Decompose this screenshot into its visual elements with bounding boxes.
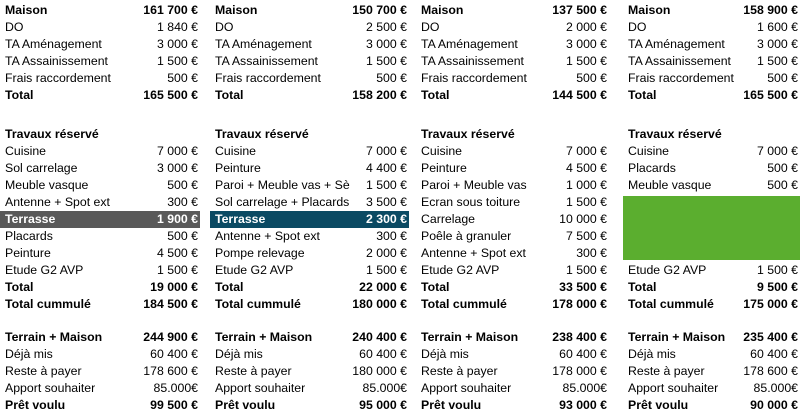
row-value: 137 500 € <box>552 3 607 17</box>
travaux-row[interactable] <box>416 194 609 211</box>
row-label: Placards <box>628 161 676 175</box>
travaux-row[interactable] <box>210 296 409 313</box>
row-label: Paroi + Meuble vas + Sè <box>215 178 350 192</box>
travaux-row[interactable] <box>0 160 200 177</box>
row-label: Reste à payer <box>215 364 292 378</box>
maison-row[interactable] <box>0 19 200 36</box>
row-label: DO <box>421 20 440 34</box>
financement-row[interactable] <box>210 363 409 380</box>
financement-row[interactable] <box>416 363 609 380</box>
row-label: Terrasse <box>215 212 266 226</box>
row-label: TA Aménagement <box>215 37 312 51</box>
travaux-row[interactable] <box>416 228 609 245</box>
travaux-row[interactable] <box>416 211 609 228</box>
travaux-row[interactable] <box>210 194 409 211</box>
row-value: 3 000 € <box>756 37 798 51</box>
row-label: Frais raccordement <box>215 71 321 85</box>
travaux-row[interactable] <box>0 143 200 160</box>
row-label: Frais raccordement <box>5 71 111 85</box>
row-label: Total <box>421 280 450 294</box>
row-label: Apport souhaiter <box>628 381 719 395</box>
row-label: TA Aménagement <box>628 37 725 51</box>
row-value: 235 400 € <box>743 330 798 344</box>
row-value: 1 840 € <box>156 20 198 34</box>
row-value: 500 € <box>576 71 607 85</box>
row-label: TA Aménagement <box>5 37 102 51</box>
row-label: Cuisine <box>421 144 463 158</box>
maison-row[interactable] <box>623 53 800 70</box>
row-label: Placards <box>5 229 53 243</box>
row-value: 180 000 € <box>352 297 407 311</box>
row-value: 161 700 € <box>143 3 198 17</box>
row-value: 4 500 € <box>156 246 198 260</box>
maison-row[interactable] <box>210 36 409 53</box>
row-label: DO <box>215 20 234 34</box>
financement-row[interactable] <box>623 329 800 346</box>
row-value: 99 500 € <box>150 398 198 412</box>
row-label: Reste à payer <box>421 364 498 378</box>
row-label: Peinture <box>215 161 261 175</box>
travaux-row[interactable] <box>623 279 800 296</box>
maison-row[interactable] <box>623 36 800 53</box>
row-value: 95 000 € <box>359 398 407 412</box>
travaux-row[interactable] <box>0 279 200 296</box>
financement-row[interactable] <box>623 380 800 397</box>
row-value: 4 400 € <box>365 161 407 175</box>
row-label: Déjà mis <box>5 347 53 361</box>
maison-row[interactable] <box>210 87 409 104</box>
row-label: Prêt voulu <box>215 398 276 412</box>
row-value: 85.000€ <box>153 381 198 395</box>
row-value: 500 € <box>376 71 407 85</box>
row-value: 500 € <box>167 71 198 85</box>
row-label: Meuble vasque <box>5 178 89 192</box>
row-value: 158 200 € <box>352 88 407 102</box>
row-label: Maison <box>421 3 464 17</box>
row-value: 1 600 € <box>756 20 798 34</box>
row-label: Travaux réservé <box>215 127 309 141</box>
travaux-row[interactable] <box>0 194 200 211</box>
row-value: 1 900 € <box>156 212 198 226</box>
row-value: 19 000 € <box>150 280 198 294</box>
row-value: 1 500 € <box>565 54 607 68</box>
row-value: 175 000 € <box>743 297 798 311</box>
row-label: Déjà mis <box>421 347 469 361</box>
row-label: Prêt voulu <box>421 398 482 412</box>
row-label: Peinture <box>421 161 467 175</box>
row-label: Terrain + Maison <box>5 330 103 344</box>
row-label: Meuble vasque <box>628 178 712 192</box>
financement-row[interactable] <box>416 397 609 414</box>
row-label: DO <box>628 20 647 34</box>
financement-row[interactable] <box>0 363 200 380</box>
travaux-row[interactable] <box>210 228 409 245</box>
maison-row[interactable] <box>0 2 200 19</box>
travaux-row[interactable] <box>0 177 200 194</box>
travaux-row[interactable] <box>0 126 200 143</box>
row-value: 10 000 € <box>559 212 607 226</box>
budget-column-3 <box>416 0 609 415</box>
row-label: Maison <box>5 3 48 17</box>
financement-row[interactable] <box>623 363 800 380</box>
financement-row[interactable] <box>623 397 800 414</box>
row-label: Déjà mis <box>215 347 263 361</box>
financement-row[interactable] <box>416 380 609 397</box>
budget-column-2 <box>210 0 409 415</box>
travaux-row[interactable] <box>210 126 409 143</box>
maison-row[interactable] <box>210 2 409 19</box>
financement-row[interactable] <box>416 346 609 363</box>
row-label: Peinture <box>5 246 51 260</box>
row-label: Total <box>5 280 34 294</box>
row-value: 1 500 € <box>756 54 798 68</box>
row-value: 500 € <box>167 229 198 243</box>
row-value: 300 € <box>576 246 607 260</box>
maison-row[interactable] <box>623 70 800 87</box>
row-value: 165 500 € <box>143 88 198 102</box>
travaux-row[interactable] <box>416 262 609 279</box>
row-label: Carrelage <box>421 212 475 226</box>
maison-row[interactable] <box>0 70 200 87</box>
maison-row[interactable] <box>0 53 200 70</box>
row-label: Etude G2 AVP <box>215 263 294 277</box>
row-label: Prêt voulu <box>5 398 66 412</box>
maison-row[interactable] <box>416 19 609 36</box>
row-value: 7 000 € <box>365 144 407 158</box>
row-value: 60 400 € <box>150 347 198 361</box>
travaux-row[interactable] <box>210 211 409 228</box>
row-label: Total <box>5 88 34 102</box>
row-label: Etude G2 AVP <box>5 263 84 277</box>
row-value: 178 000 € <box>552 364 607 378</box>
maison-row[interactable] <box>623 19 800 36</box>
row-value: 300 € <box>376 229 407 243</box>
row-label: TA Assainissement <box>421 54 524 68</box>
row-label: Travaux réservé <box>421 127 515 141</box>
row-label: Cuisine <box>628 144 670 158</box>
row-value: 3 000 € <box>156 37 198 51</box>
maison-row[interactable] <box>416 36 609 53</box>
travaux-row[interactable] <box>416 126 609 143</box>
row-value: 180 000 € <box>352 364 407 378</box>
row-value: 85.000€ <box>362 381 407 395</box>
row-value: 2 000 € <box>365 246 407 260</box>
travaux-row[interactable] <box>416 245 609 262</box>
row-label: TA Assainissement <box>5 54 108 68</box>
row-label: Cuisine <box>5 144 47 158</box>
row-label: Maison <box>628 3 671 17</box>
travaux-row[interactable] <box>210 279 409 296</box>
row-value: 1 500 € <box>756 263 798 277</box>
row-value: 178 600 € <box>743 364 798 378</box>
row-label: Frais raccordement <box>421 71 527 85</box>
financement-row[interactable] <box>210 380 409 397</box>
row-label: Terrasse <box>5 212 56 226</box>
row-value: 240 400 € <box>352 330 407 344</box>
financement-row[interactable] <box>0 329 200 346</box>
travaux-row[interactable] <box>210 262 409 279</box>
row-value: 4 500 € <box>565 161 607 175</box>
row-label: Total <box>215 280 244 294</box>
financement-row[interactable] <box>416 329 609 346</box>
row-label: Travaux réservé <box>628 127 722 141</box>
row-value: 22 000 € <box>359 280 407 294</box>
row-label: Reste à payer <box>5 364 82 378</box>
travaux-row[interactable] <box>623 160 800 177</box>
budget-column-1 <box>0 0 200 415</box>
financement-row[interactable] <box>0 397 200 414</box>
row-value: 7 000 € <box>156 144 198 158</box>
row-value: 144 500 € <box>552 88 607 102</box>
travaux-row[interactable] <box>623 262 800 279</box>
row-label: Prêt voulu <box>628 398 689 412</box>
row-value: 500 € <box>767 178 798 192</box>
row-value: 1 500 € <box>365 263 407 277</box>
row-label: Total cummulé <box>5 297 91 311</box>
row-value: 85.000€ <box>753 381 798 395</box>
row-label: Terrain + Maison <box>628 330 726 344</box>
row-value: 85.000€ <box>562 381 607 395</box>
row-value: 184 500 € <box>143 297 198 311</box>
row-value: 1 500 € <box>565 195 607 209</box>
financement-row[interactable] <box>0 346 200 363</box>
row-value: 238 400 € <box>552 330 607 344</box>
row-label: Cuisine <box>215 144 257 158</box>
row-label: Ecran sous toiture <box>421 195 521 209</box>
maison-row[interactable] <box>210 19 409 36</box>
financement-row[interactable] <box>623 346 800 363</box>
row-value: 1 500 € <box>156 263 198 277</box>
row-value: 60 400 € <box>359 347 407 361</box>
row-value: 500 € <box>167 178 198 192</box>
row-value: 2 000 € <box>565 20 607 34</box>
row-label: Antenne + Spot ext <box>215 229 320 243</box>
row-value: 3 000 € <box>156 161 198 175</box>
maison-row[interactable] <box>0 87 200 104</box>
row-value: 90 000 € <box>750 398 798 412</box>
row-label: Total cummulé <box>628 297 714 311</box>
travaux-row[interactable] <box>210 160 409 177</box>
row-value: 150 700 € <box>352 3 407 17</box>
row-label: Pompe relevage <box>215 246 305 260</box>
row-value: 1 500 € <box>565 263 607 277</box>
row-value: 3 000 € <box>565 37 607 51</box>
row-label: Total <box>421 88 450 102</box>
row-value: 7 000 € <box>565 144 607 158</box>
row-value: 178 600 € <box>143 364 198 378</box>
travaux-row[interactable] <box>210 143 409 160</box>
row-value: 93 000 € <box>559 398 607 412</box>
row-value: 60 400 € <box>559 347 607 361</box>
row-value: 165 500 € <box>743 88 798 102</box>
row-value: 158 900 € <box>743 3 798 17</box>
row-value: 3 500 € <box>365 195 407 209</box>
row-label: Sol carrelage <box>5 161 78 175</box>
maison-row[interactable] <box>416 53 609 70</box>
row-value: 300 € <box>167 195 198 209</box>
financement-row[interactable] <box>210 397 409 414</box>
travaux-row[interactable] <box>623 126 800 143</box>
travaux-row[interactable] <box>623 296 800 313</box>
maison-row[interactable] <box>0 36 200 53</box>
row-label: DO <box>5 20 24 34</box>
travaux-row[interactable] <box>416 296 609 313</box>
row-value: 60 400 € <box>750 347 798 361</box>
travaux-row[interactable] <box>210 245 409 262</box>
travaux-row[interactable] <box>0 262 200 279</box>
row-value: 7 000 € <box>756 144 798 158</box>
travaux-row[interactable] <box>416 279 609 296</box>
maison-row[interactable] <box>416 70 609 87</box>
row-label: Etude G2 AVP <box>421 263 500 277</box>
financement-row[interactable] <box>210 346 409 363</box>
travaux-row[interactable] <box>0 296 200 313</box>
row-label: Total <box>628 88 657 102</box>
maison-row[interactable] <box>623 2 800 19</box>
row-value: 1 500 € <box>156 54 198 68</box>
budget-column-4 <box>623 0 800 415</box>
maison-row[interactable] <box>623 87 800 104</box>
travaux-row[interactable] <box>623 143 800 160</box>
row-label: TA Aménagement <box>421 37 518 51</box>
travaux-row[interactable] <box>416 160 609 177</box>
row-value: 2 300 € <box>365 212 407 226</box>
row-label: TA Assainissement <box>628 54 731 68</box>
row-label: Total cummulé <box>421 297 507 311</box>
row-value: 33 500 € <box>559 280 607 294</box>
row-label: Poêle à granuler <box>421 229 512 243</box>
row-label: Sol carrelage + Placards <box>215 195 350 209</box>
travaux-row[interactable] <box>0 228 200 245</box>
row-label: Travaux réservé <box>5 127 99 141</box>
row-label: Terrain + Maison <box>421 330 519 344</box>
maison-row[interactable] <box>416 87 609 104</box>
row-label: Antenne + Spot ext <box>5 195 110 209</box>
row-value: 500 € <box>767 71 798 85</box>
travaux-row[interactable] <box>416 177 609 194</box>
row-value: 1 500 € <box>365 178 407 192</box>
row-value: 2 500 € <box>365 20 407 34</box>
row-label: Déjà mis <box>628 347 676 361</box>
row-value: 500 € <box>767 161 798 175</box>
financement-row[interactable] <box>0 380 200 397</box>
row-label: Maison <box>215 3 258 17</box>
row-value: 1 000 € <box>565 178 607 192</box>
row-label: Total <box>628 280 657 294</box>
row-label: Reste à payer <box>628 364 705 378</box>
row-label: Terrain + Maison <box>215 330 313 344</box>
row-label: Apport souhaiter <box>215 381 306 395</box>
row-label: TA Assainissement <box>215 54 318 68</box>
maison-row[interactable] <box>210 70 409 87</box>
financement-row[interactable] <box>210 329 409 346</box>
maison-row[interactable] <box>210 53 409 70</box>
row-value: 178 000 € <box>552 297 607 311</box>
row-label: Apport souhaiter <box>5 381 96 395</box>
maison-row[interactable] <box>416 2 609 19</box>
travaux-row[interactable] <box>623 177 800 194</box>
row-value: 9 500 € <box>756 280 798 294</box>
row-label: Frais raccordement <box>628 71 734 85</box>
row-value: 244 900 € <box>143 330 198 344</box>
row-value: 7 500 € <box>565 229 607 243</box>
row-label: Total <box>215 88 244 102</box>
row-label: Total cummulé <box>215 297 301 311</box>
travaux-row[interactable] <box>416 143 609 160</box>
travaux-row[interactable] <box>210 177 409 194</box>
green-fill-block <box>623 196 800 260</box>
row-label: Antenne + Spot ext <box>421 246 526 260</box>
row-label: Apport souhaiter <box>421 381 512 395</box>
travaux-row[interactable] <box>0 245 200 262</box>
row-value: 3 000 € <box>365 37 407 51</box>
row-label: Paroi + Meuble vas <box>421 178 527 192</box>
row-value: 1 500 € <box>365 54 407 68</box>
row-label: Etude G2 AVP <box>628 263 707 277</box>
travaux-row[interactable] <box>0 211 200 228</box>
